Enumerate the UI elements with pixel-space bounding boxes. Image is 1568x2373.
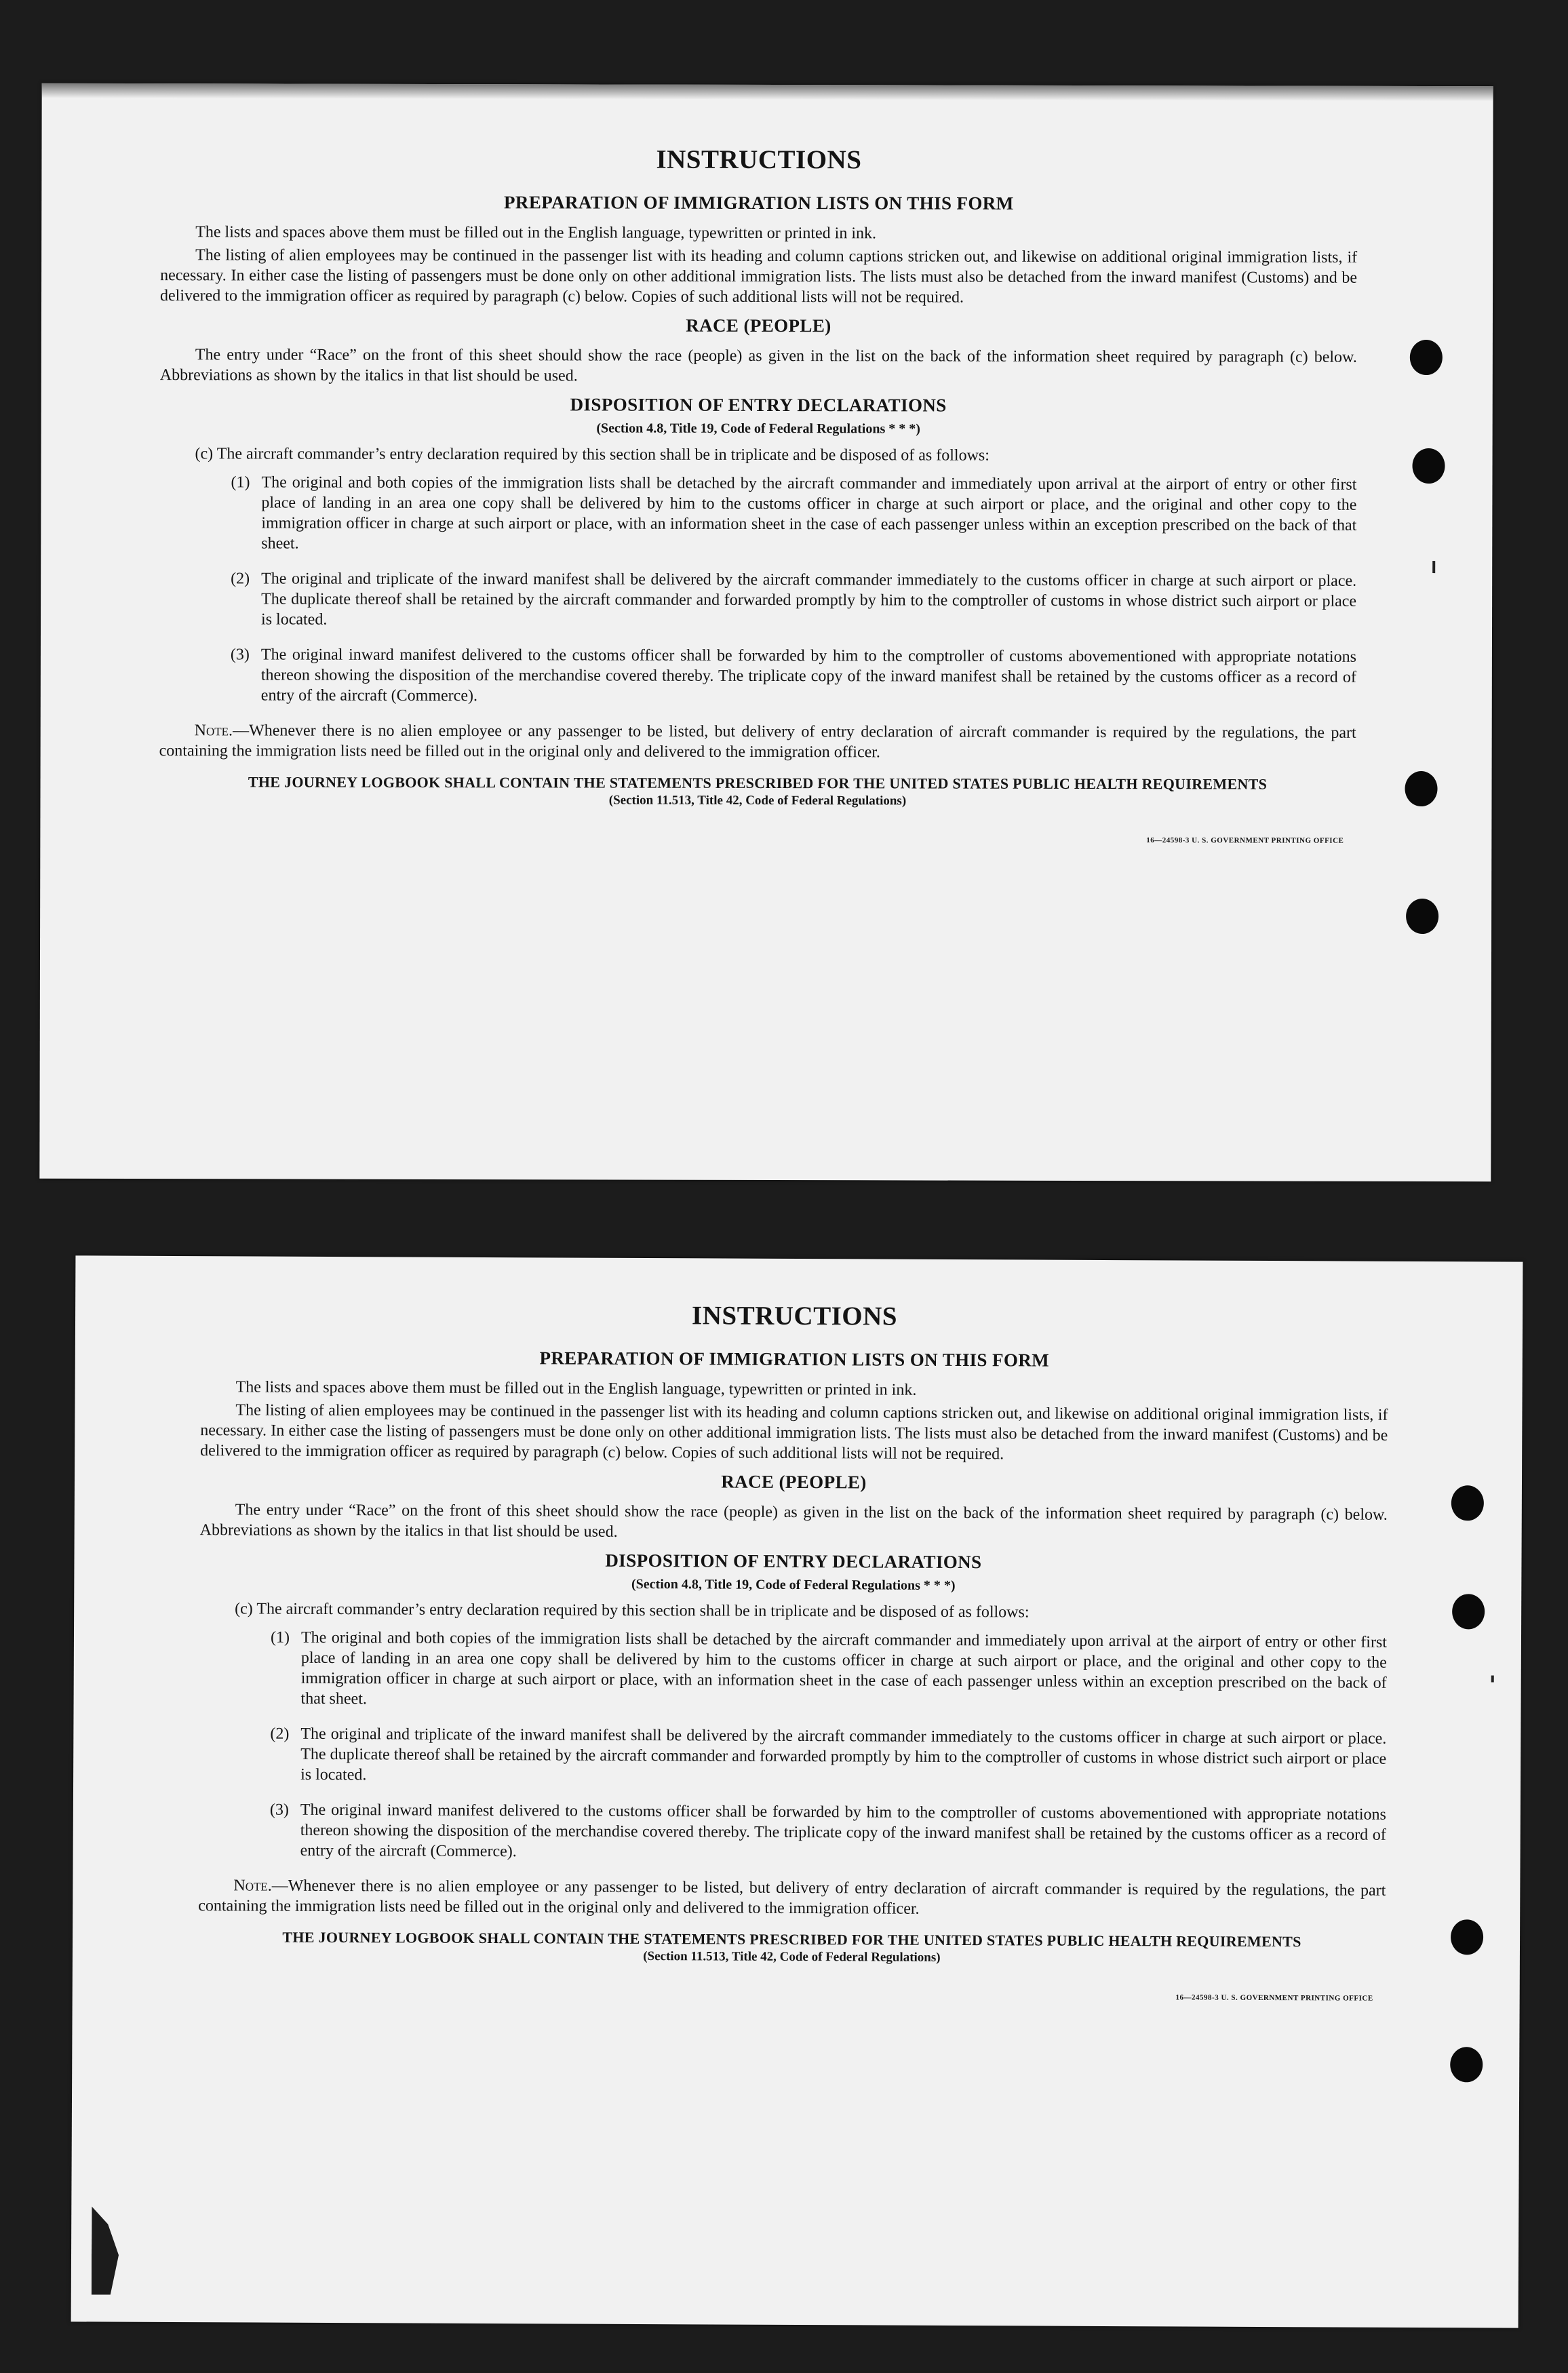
list-item — [199, 1627, 1388, 1714]
journey-statement: THE JOURNEY LOGBOOK SHALL CONTAIN THE STATEMENTS PRESCRIBED FOR THE UNITED STATES PUBLIC HEALTH REQUIREMENTS — [282, 1928, 1301, 1950]
list-item-text: The original inward manifest delivered to the customs officer shall be forwarded by him to the comptroller of customs abovementioned with appropriate notations thereon showing the disposition of the merchandise covered thereby. The triplicate copy of the inward manifest shall be retained by the customs officer as a record of entry of the aircraft (Commerce). — [260, 646, 1356, 705]
paragraph: The listing of alien employees may be continued in the passenger list with its heading and column captions stricken out, and likewise on additional original immigration lists, if necessary. In either case the listing of passengers must be done only on other additional immigration lists. The lists must also be detached from the inward manifest (Customs) and be delivered to the immigration officer as required by paragraph (c) below. Copies of such additional lists will not be required. — [200, 1401, 1388, 1464]
sheet-content — [39, 83, 1493, 1181]
journey-citation: (Section 11.513, Title 42, Code of Federal Regulations) — [643, 1949, 941, 1965]
list-item — [159, 472, 1356, 556]
list-item-text: The original and triplicate of the inward manifest shall be delivered by the aircraft commander immediately to the customs officer in charge at such airport or place. The duplicate thereof shall be retained by the aircraft commander and forwarded promptly by him to the comptroller of customs in whose district such airport or place is located. — [261, 570, 1357, 629]
note-text: —Whenever there is no alien employee or any passenger to be listed, but delivery of entry declaration of aircraft commander is required by the regulations, the part containing the immigration lists need be filled out in the original only and delivered to the immigration officer. — [159, 722, 1356, 762]
list-item-number: (2) — [270, 1725, 290, 1743]
list-item-number: (1) — [270, 1628, 290, 1647]
list-item-text: The original inward manifest delivered to the customs officer shall be forwarded by him to the comptroller of customs abovementioned with appropriate notations thereon showing the disposition of the merchandise covered thereby. The triplicate copy of the inward manifest shall be retained by the customs officer as a record of entry of the aircraft (Commerce). — [300, 1801, 1386, 1861]
paragraph: The entry under “Race” on the front of this sheet should show the race (people) as given in the list on the back of the information sheet required by paragraph (c) below. Abbreviations as shown by the italics in that list should be used. — [159, 346, 1357, 385]
paragraph: The entry under “Race” on the front of this sheet should show the race (people) as given in the list on the back of the information sheet required by paragraph (c) below. Abbreviations as shown by the italics in that list should be used. — [199, 1501, 1388, 1541]
printer-imprint: 16—24598-3 U. S. GOVERNMENT PRINTING OFFICE — [1146, 836, 1344, 845]
section-heading-preparation: PREPARATION OF IMMIGRATION LISTS ON THIS FORM — [504, 192, 1014, 214]
list-item-number: (3) — [230, 646, 250, 664]
list-item — [159, 568, 1356, 632]
section-heading-preparation: PREPARATION OF IMMIGRATION LISTS ON THIS FORM — [539, 1348, 1050, 1371]
section-citation: (Section 4.8, Title 19, Code of Federal Regulations * * *) — [631, 1576, 956, 1594]
sheet-content — [71, 1255, 1523, 2328]
section-heading-disposition: DISPOSITION OF ENTRY DECLARATIONS — [605, 1550, 982, 1573]
paragraph: The lists and spaces above them must be filled out in the English language, typewritten or printed in ink. — [195, 223, 877, 243]
page-title: INSTRUCTIONS — [691, 1301, 898, 1331]
instruction-sheet-2 — [71, 1255, 1523, 2328]
instruction-sheet-1 — [39, 83, 1493, 1181]
journey-statement: THE JOURNEY LOGBOOK SHALL CONTAIN THE STATEMENTS PRESCRIBED FOR THE UNITED STATES PUBLIC HEALTH REQUIREMENTS — [248, 773, 1268, 793]
section-heading-disposition: DISPOSITION OF ENTRY DECLARATIONS — [570, 394, 947, 416]
list-item-text: The original and both copies of the immigration lists shall be detached by the aircraft commander and immediately upon arrival at the airport of entry or other first place of landing in an area one copy shall be delivered by him to the customs officer in charge at such airport or place, and the original and other copy to the immigration officer in charge at such airport or place, with an information sheet in the case of each passenger unless within an exception prescribed on the back of that sheet. — [300, 1628, 1388, 1708]
paragraph: The lists and spaces above them must be filled out in the English language, typewritten or printed in ink. — [235, 1378, 917, 1399]
note-label: Note. — [194, 722, 233, 740]
list-item — [159, 644, 1356, 708]
section-heading-race: RACE (PEOPLE) — [686, 315, 831, 336]
list-item — [199, 1799, 1386, 1866]
list-item-number: (1) — [231, 473, 250, 492]
paragraph-c: (c) The aircraft commander’s entry declaration required by this section shall be in triplicate and be disposed of as follows: — [235, 1600, 1030, 1622]
paragraph: The listing of alien employees may be continued in the passenger list with its heading and column captions stricken out, and likewise on additional original immigration lists, if necessary. In either case the listing of passengers must be done only on other additional immigration lists. The lists must also be detached from the inward manifest (Customs) and be delivered to the immigration officer as required by paragraph (c) below. Copies of such additional lists will not be required. — [160, 246, 1358, 307]
list-item-text: The original and triplicate of the inward manifest shall be delivered by the aircraft commander immediately to the customs officer in charge at such airport or place. The duplicate thereof shall be retained by the aircraft commander and forwarded promptly by him to the comptroller of customs in whose district such airport or place is located. — [300, 1725, 1387, 1784]
page-title: INSTRUCTIONS — [656, 144, 862, 175]
note-label: Note. — [233, 1877, 272, 1895]
section-heading-race: RACE (PEOPLE) — [721, 1471, 867, 1493]
journey-citation: (Section 11.513, Title 42, Code of Federal Regulations) — [608, 793, 907, 808]
list-item-number: (3) — [269, 1801, 289, 1819]
printer-imprint: 16—24598-3 U. S. GOVERNMENT PRINTING OFFICE — [1175, 1993, 1373, 2003]
note-text: —Whenever there is no alien employee or any passenger to be listed, but delivery of entry declaration of aircraft commander is required by the regulations, the part containing the immigration lists need be filled out in the original only and delivered to the immigration officer. — [198, 1877, 1386, 1918]
list-item-number: (2) — [231, 570, 250, 588]
section-citation: (Section 4.8, Title 19, Code of Federal Regulations * * *) — [596, 420, 920, 437]
list-item — [199, 1723, 1386, 1790]
note-paragraph — [198, 1875, 1386, 1921]
list-item-text: The original and both copies of the immigration lists shall be detached by the aircraft commander and immediately upon arrival at the airport of entry or other first place of landing in an area one copy shall be delivered by him to the customs officer in charge at such airport or place, and the original and other copy to the immigration officer in charge at such airport or place, with an information sheet in the case of each passenger unless within an exception prescribed on the back of that sheet. — [261, 473, 1357, 553]
note-paragraph — [159, 720, 1356, 764]
paragraph-c: (c) The aircraft commander’s entry declaration required by this section shall be in triplicate and be disposed of as follows: — [195, 445, 989, 465]
